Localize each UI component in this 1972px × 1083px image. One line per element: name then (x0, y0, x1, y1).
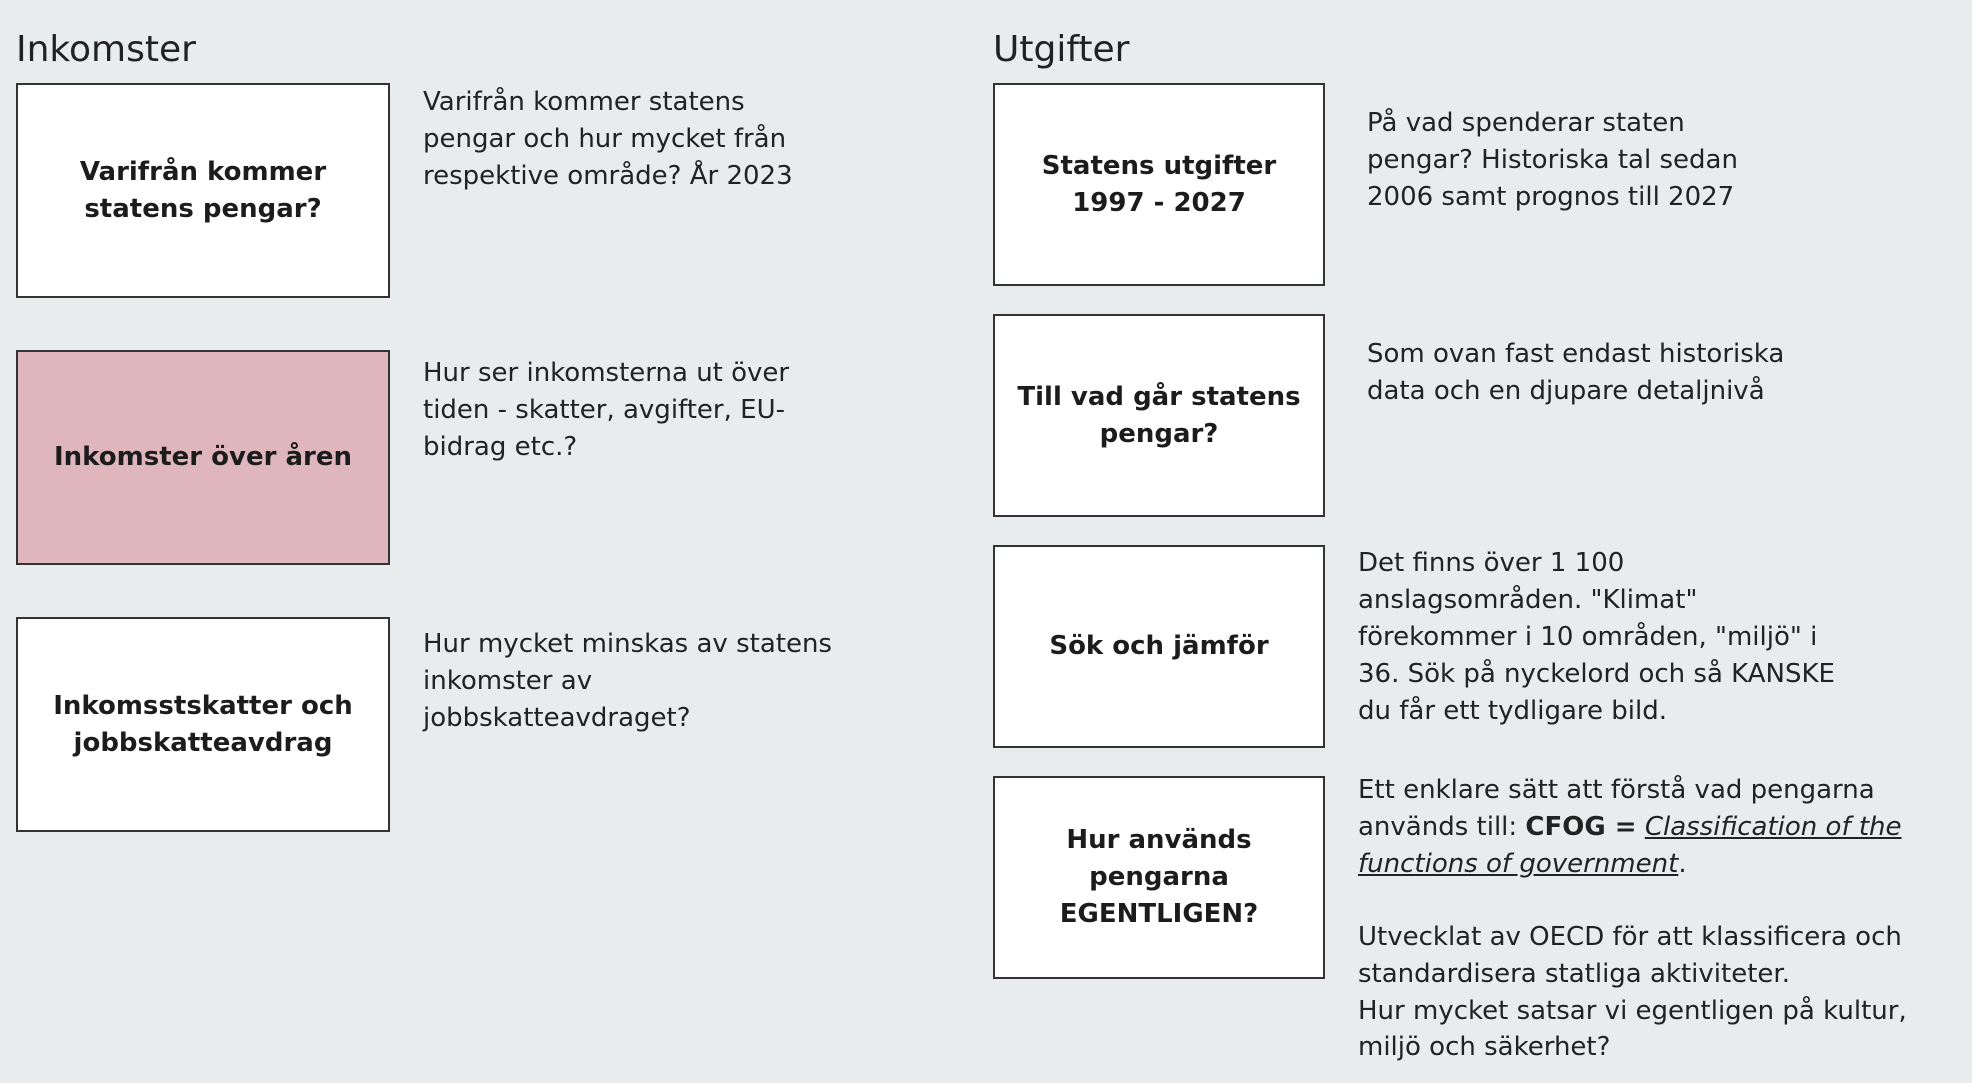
paragraph-spacer (1358, 883, 1948, 919)
state-expenses-label: Statens utgifter 1997 - 2027 (1041, 150, 1277, 218)
cfog-link-end: . (1678, 848, 1687, 879)
cfog-definition-link[interactable]: Classification of the functions of government (1358, 811, 1902, 879)
income-over-years-button[interactable] (16, 350, 390, 565)
search-compare-description: Det finns över 1 100 anslagsområden. "Klimat" förekommer i 10 områden, "miljö" i 36. Sök på nyckelord och så KANSKE du får ett tydligare bild. (1358, 548, 1835, 726)
expenses-heading: Utgifter (993, 29, 1130, 70)
income-sources-button[interactable] (16, 83, 390, 298)
income-tax-deduction-label: Inkomsstskatter och jobbskatteavdrag (53, 690, 353, 758)
state-expenses-description: På vad spenderar staten pengar? Historiska tal sedan 2006 samt prognos till 2027 (1367, 108, 1738, 212)
cfog-description (1358, 772, 1948, 1066)
spending-destination-label: Till vad går statens pengar? (1017, 381, 1301, 449)
income-tax-deduction-description: Hur mycket minskas av statens inkomster av jobbskatteavdraget? (423, 629, 832, 733)
cfog-label: Hur används pengarna EGENTLIGEN? (1059, 825, 1259, 929)
cfog-description-intro (1358, 772, 1948, 883)
spending-destination-description: Som ovan fast endast historiska data och en djupare detaljnivå (1367, 339, 1785, 406)
cfog-description-question: Hur mycket satsar vi egentligen på kultur, miljö och säkerhet? (1358, 995, 1907, 1063)
income-sources-description: Varifrån kommer statens pengar och hur mycket från respektive område? År 2023 (423, 87, 793, 191)
search-compare-label: Sök och jämför (1049, 631, 1269, 662)
income-sources-label: Varifrån kommer statens pengar? (79, 156, 327, 224)
income-heading: Inkomster (16, 29, 196, 70)
cfog-description-oecd: Utvecklat av OECD för att klassificera och standardisera statliga aktiviteter. (1358, 921, 1902, 989)
spending-destination-button[interactable] (993, 314, 1325, 517)
income-over-years-label: Inkomster över åren (54, 442, 352, 473)
income-tax-deduction-button[interactable] (16, 617, 390, 832)
state-expenses-button[interactable] (993, 83, 1325, 286)
search-compare-button[interactable] (993, 545, 1325, 748)
income-over-years-description: Hur ser inkomsterna ut över tiden - skatter, avgifter, EU-bidrag etc.? (423, 358, 790, 462)
cfog-button[interactable] (993, 776, 1325, 979)
cfog-intro-text: Ett enklare sätt att förstå vad pengarna används till: (1358, 775, 1875, 842)
cfog-bold-text: CFOG = (1525, 811, 1637, 842)
